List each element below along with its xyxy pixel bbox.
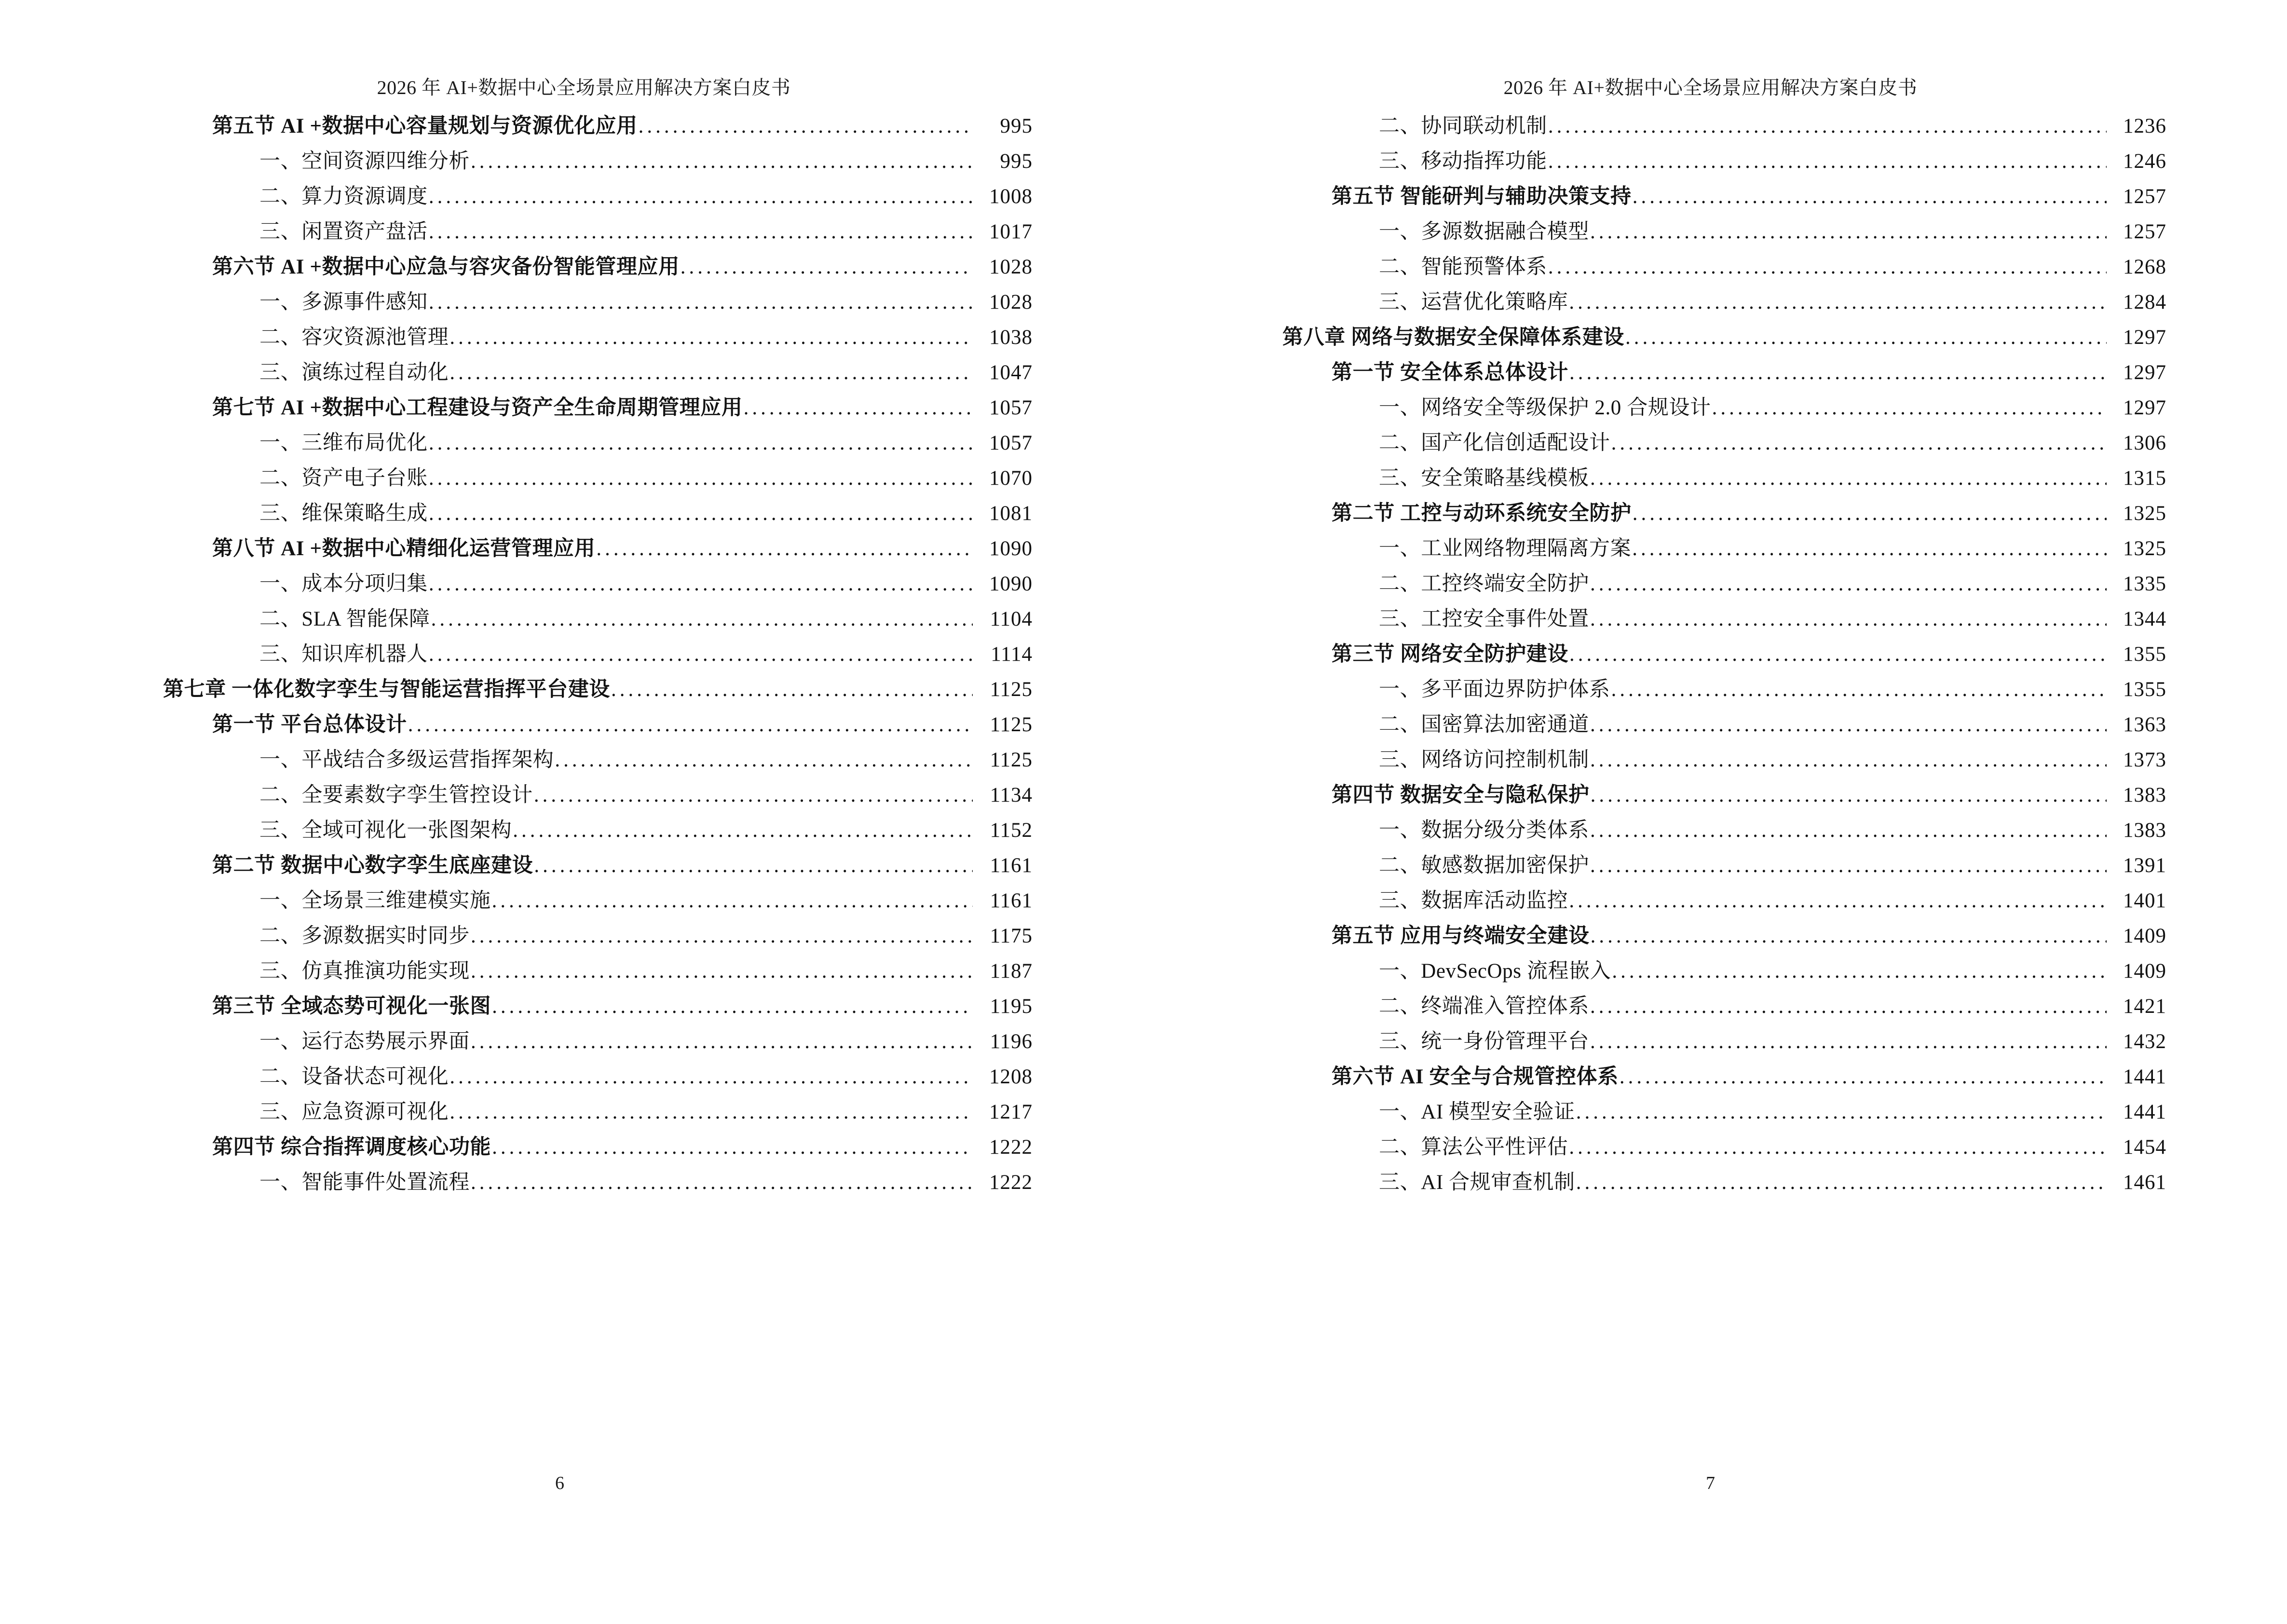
toc-entry[interactable]	[1254, 644, 2166, 665]
toc-entry[interactable]	[1254, 327, 2166, 348]
toc-entry[interactable]	[135, 538, 1033, 559]
toc-entry[interactable]	[135, 1066, 1033, 1087]
toc-entry-page-number: 1222	[989, 1171, 1033, 1194]
toc-dot-leader	[1576, 1102, 2107, 1122]
toc-entry[interactable]	[1254, 996, 2166, 1017]
toc-entry-page-number: 1325	[2123, 537, 2166, 560]
toc-entry[interactable]	[1254, 186, 2166, 207]
toc-entry-page-number: 1057	[989, 432, 1033, 454]
toc-entry-page-number: 1125	[990, 678, 1033, 701]
toc-dot-leader	[471, 1031, 973, 1052]
toc-entry[interactable]	[135, 1137, 1033, 1158]
toc-entry[interactable]	[1254, 926, 2166, 946]
toc-entry-label: 一、智能事件处置流程	[259, 1171, 470, 1194]
toc-entry[interactable]	[1254, 538, 2166, 559]
toc-entry-page-number: 1461	[2123, 1171, 2166, 1194]
toc-entry-page-number: 1008	[989, 185, 1033, 208]
toc-entry[interactable]	[135, 503, 1033, 524]
toc-entry[interactable]	[135, 292, 1033, 313]
toc-entry-page-number: 1081	[989, 502, 1033, 525]
toc-dot-leader	[429, 433, 973, 453]
toc-dot-leader	[1590, 750, 2107, 770]
toc-entry[interactable]	[1254, 362, 2166, 383]
toc-dot-leader	[611, 679, 973, 700]
toc-entry-page-number: 995	[1000, 115, 1033, 137]
toc-entry[interactable]	[135, 433, 1033, 453]
toc-entry-label: 二、敏感数据加密保护	[1379, 854, 1589, 877]
toc-entry[interactable]	[1254, 573, 2166, 594]
toc-entry-page-number: 1222	[989, 1136, 1033, 1159]
page-folio-left: 6	[555, 1473, 564, 1493]
toc-entry-page-number: 1175	[990, 925, 1033, 947]
toc-dot-leader	[431, 609, 973, 629]
toc-entry[interactable]	[135, 397, 1033, 418]
toc-entry-page-number: 1284	[2123, 291, 2166, 314]
toc-entry-page-number: 1355	[2123, 643, 2166, 666]
toc-dot-leader	[408, 714, 973, 735]
toc-entry-label: 第三节 网络安全防护建设	[1332, 643, 1568, 666]
toc-entry[interactable]	[1254, 750, 2166, 770]
toc-entry-label: 第八节 AI +数据中心精细化运营管理应用	[212, 537, 596, 560]
toc-dot-leader	[449, 362, 973, 383]
toc-entry-page-number: 1441	[2123, 1101, 2166, 1123]
toc-dot-leader	[1611, 679, 2107, 700]
toc-entry[interactable]	[135, 890, 1033, 911]
toc-entry[interactable]	[135, 186, 1033, 207]
toc-dot-leader	[1590, 820, 2107, 841]
toc-dot-leader	[681, 257, 973, 277]
toc-entry-label: 二、SLA 智能保障	[259, 608, 430, 630]
toc-entry-label: 一、网络安全等级保护 2.0 合规设计	[1379, 396, 1711, 419]
toc-dot-leader	[1633, 186, 2107, 207]
toc-dot-leader	[1590, 221, 2107, 242]
toc-dot-leader	[449, 1066, 973, 1087]
toc-entry-page-number: 1217	[989, 1101, 1033, 1123]
toc-dot-leader	[1569, 890, 2107, 911]
toc-dot-leader	[1590, 714, 2107, 735]
toc-entry-label: 三、运营优化策略库	[1379, 291, 1568, 314]
toc-entry-label: 第七节 AI +数据中心工程建设与资产全生命周期管理应用	[212, 396, 743, 419]
toc-entry-page-number: 1196	[990, 1030, 1033, 1053]
toc-entry-label: 一、工业网络物理隔离方案	[1379, 537, 1632, 560]
toc-entry-label: 三、全域可视化一张图架构	[259, 819, 512, 842]
toc-entry[interactable]	[135, 996, 1033, 1017]
toc-entry-label: 一、AI 模型安全验证	[1379, 1101, 1575, 1123]
toc-entry-page-number: 1090	[989, 573, 1033, 595]
toc-entry[interactable]	[135, 468, 1033, 489]
toc-entry-page-number: 1257	[2123, 185, 2166, 208]
toc-dot-leader	[471, 1172, 973, 1193]
toc-entry-page-number: 1161	[990, 889, 1033, 912]
toc-entry[interactable]	[1254, 116, 2166, 136]
toc-entry-page-number: 1441	[2123, 1065, 2166, 1088]
toc-entry[interactable]	[135, 1172, 1033, 1193]
page-folio-right: 7	[1706, 1473, 1715, 1493]
toc-dot-leader	[429, 468, 973, 489]
toc-entry[interactable]	[1254, 151, 2166, 172]
toc-entry[interactable]	[1254, 1172, 2166, 1193]
toc-entry[interactable]	[135, 1031, 1033, 1052]
toc-entry-label: 第五节 智能研判与辅助决策支持	[1332, 185, 1632, 208]
toc-entry-page-number: 1057	[989, 396, 1033, 419]
toc-entry-page-number: 1355	[2123, 678, 2166, 701]
toc-dot-leader	[1633, 503, 2107, 524]
toc-entry-page-number: 1315	[2123, 467, 2166, 490]
toc-dot-leader	[471, 151, 973, 172]
toc-dot-leader	[1590, 573, 2107, 594]
toc-dot-leader	[1590, 1031, 2107, 1052]
toc-dot-leader	[429, 503, 973, 524]
toc-entry-label: 三、演练过程自动化	[259, 361, 449, 384]
toc-entry[interactable]	[1254, 292, 2166, 313]
toc-entry[interactable]	[1254, 890, 2166, 911]
toc-entry[interactable]	[1254, 820, 2166, 841]
toc-entry-label: 三、安全策略基线模板	[1379, 467, 1589, 490]
toc-entry-label: 一、三维布局优化	[259, 432, 428, 454]
toc-entry-label: 一、多平面边界防护体系	[1379, 678, 1610, 701]
toc-entry-label: 二、终端准入管控体系	[1379, 995, 1589, 1018]
toc-dot-leader	[1632, 538, 2107, 559]
toc-entry-page-number: 1391	[2123, 854, 2166, 877]
toc-entry-label: 二、算力资源调度	[259, 185, 428, 208]
toc-entry-page-number: 1257	[2123, 220, 2166, 243]
toc-dot-leader	[492, 1137, 973, 1158]
toc-entry[interactable]	[135, 327, 1033, 348]
toc-entry-page-number: 1047	[989, 361, 1033, 384]
toc-entry[interactable]	[1254, 714, 2166, 735]
toc-entry[interactable]	[1254, 221, 2166, 242]
toc-entry[interactable]	[1254, 257, 2166, 277]
toc-entry[interactable]	[135, 257, 1033, 277]
toc-entry[interactable]	[135, 116, 1033, 136]
toc-entry-page-number: 1134	[990, 784, 1033, 806]
toc-entry-page-number: 1421	[2123, 995, 2166, 1018]
toc-dot-leader	[471, 926, 973, 946]
toc-entry[interactable]	[1254, 855, 2166, 876]
toc-dot-leader	[429, 221, 973, 242]
toc-entry-label: 二、多源数据实时同步	[259, 925, 470, 947]
toc-dot-leader	[534, 855, 973, 876]
toc-entry[interactable]	[1254, 503, 2166, 524]
running-head-left: 2026 年 AI+数据中心全场景应用解决方案白皮书	[377, 77, 791, 98]
toc-entry-page-number: 1306	[2123, 432, 2166, 454]
toc-entry[interactable]	[1254, 1102, 2166, 1122]
toc-dot-leader	[1569, 1137, 2107, 1158]
toc-entry[interactable]	[1254, 1137, 2166, 1158]
toc-entry[interactable]	[135, 750, 1033, 770]
toc-entry-label: 三、知识库机器人	[259, 643, 428, 666]
toc-dot-leader	[555, 750, 973, 770]
toc-entry-label: 第一节 安全体系总体设计	[1332, 361, 1568, 384]
toc-entry-page-number: 1236	[2123, 115, 2166, 137]
toc-entry[interactable]	[135, 609, 1033, 629]
toc-entry-page-number: 1335	[2123, 573, 2166, 595]
toc-dot-leader	[429, 292, 973, 313]
toc-dot-leader	[1591, 926, 2107, 946]
toc-entry-page-number: 1432	[2123, 1030, 2166, 1053]
toc-entry[interactable]	[1254, 468, 2166, 489]
toc-entry-label: 二、资产电子台账	[259, 467, 428, 490]
page-right	[1144, 0, 2287, 1624]
toc-dot-leader	[1569, 292, 2107, 313]
toc-entry[interactable]	[1254, 609, 2166, 629]
toc-entry-label: 一、成本分项归集	[259, 573, 428, 595]
toc-entry[interactable]	[135, 679, 1033, 700]
toc-entry[interactable]	[135, 362, 1033, 383]
toc-dot-leader	[639, 116, 973, 136]
toc-dot-leader	[1590, 996, 2107, 1017]
toc-entry-page-number: 1208	[989, 1065, 1033, 1088]
toc-entry[interactable]	[135, 714, 1033, 735]
toc-entry-label: 三、统一身份管理平台	[1379, 1030, 1589, 1053]
toc-entry[interactable]	[1254, 679, 2166, 700]
toc-entry-page-number: 1363	[2123, 713, 2166, 736]
toc-entry-label: 二、国密算法加密通道	[1379, 713, 1589, 736]
running-head-right: 2026 年 AI+数据中心全场景应用解决方案白皮书	[1503, 77, 1918, 98]
toc-dot-leader	[429, 573, 973, 594]
toc-entry-page-number: 1373	[2123, 749, 2166, 771]
toc-entry-page-number: 1268	[2123, 256, 2166, 278]
toc-entry[interactable]	[1254, 1066, 2166, 1087]
toc-entry[interactable]	[135, 820, 1033, 841]
toc-dot-leader	[1612, 961, 2107, 982]
toc-entry[interactable]	[135, 221, 1033, 242]
toc-dot-leader	[1569, 644, 2107, 665]
toc-dot-leader	[1590, 855, 2107, 876]
toc-dot-leader	[1590, 609, 2107, 629]
toc-entry-label: 二、设备状态可视化	[259, 1065, 449, 1088]
toc-dot-leader	[429, 644, 973, 665]
toc-dot-leader	[1548, 151, 2107, 172]
toc-entry-page-number: 1409	[2123, 925, 2166, 947]
toc-entry-page-number: 1325	[2123, 502, 2166, 525]
toc-entry-page-number: 1344	[2123, 608, 2166, 630]
toc-list-left	[135, 116, 1033, 1193]
toc-entry-page-number: 1383	[2123, 784, 2166, 806]
toc-entry-label: 二、工控终端安全防护	[1379, 573, 1589, 595]
toc-entry-label: 一、全场景三维建模实施	[259, 889, 491, 912]
toc-entry-label: 三、闲置资产盘活	[259, 220, 428, 243]
toc-entry-label: 三、数据库活动监控	[1379, 889, 1568, 912]
toc-entry-label: 一、运行态势展示界面	[259, 1030, 470, 1053]
toc-entry-page-number: 1383	[2123, 819, 2166, 842]
toc-entry-label: 二、全要素数字孪生管控设计	[259, 784, 533, 806]
toc-entry-label: 三、仿真推演功能实现	[259, 960, 470, 983]
toc-entry[interactable]	[1254, 397, 2166, 418]
toc-entry-label: 三、AI 合规审查机制	[1379, 1171, 1575, 1194]
toc-entry[interactable]	[135, 573, 1033, 594]
toc-entry-label: 三、维保策略生成	[259, 502, 428, 525]
toc-entry[interactable]	[135, 151, 1033, 172]
toc-entry[interactable]	[135, 926, 1033, 946]
toc-dot-leader	[1548, 116, 2107, 136]
toc-entry-page-number: 1028	[989, 291, 1033, 314]
toc-entry-label: 一、DevSecOps 流程嵌入	[1379, 960, 1611, 983]
toc-entry-page-number: 1409	[2123, 960, 2166, 983]
toc-dot-leader	[429, 186, 973, 207]
toc-entry-label: 第四节 数据安全与隐私保护	[1332, 784, 1590, 806]
toc-entry-page-number: 1246	[2123, 150, 2166, 173]
toc-dot-leader	[1611, 433, 2107, 453]
toc-entry-label: 二、协同联动机制	[1379, 115, 1547, 137]
toc-entry[interactable]	[1254, 433, 2166, 453]
toc-dot-leader	[744, 397, 973, 418]
toc-entry-page-number: 1028	[989, 256, 1033, 278]
toc-dot-leader	[449, 327, 973, 348]
toc-entry[interactable]	[135, 644, 1033, 665]
toc-entry-page-number: 1161	[990, 854, 1033, 877]
toc-entry-label: 第二节 工控与动环系统安全防护	[1332, 502, 1632, 525]
toc-entry[interactable]	[1254, 785, 2166, 805]
toc-dot-leader	[534, 785, 973, 805]
toc-entry-page-number: 1152	[990, 819, 1033, 842]
toc-entry-label: 一、数据分级分类体系	[1379, 819, 1589, 842]
toc-entry-label: 第五节 AI +数据中心容量规划与资源优化应用	[212, 115, 638, 137]
toc-entry-label: 第三节 全域态势可视化一张图	[212, 995, 491, 1018]
toc-entry-label: 一、多源事件感知	[259, 291, 428, 314]
toc-entry-label: 第七章 一体化数字孪生与智能运营指挥平台建设	[163, 678, 610, 701]
toc-dot-leader	[596, 538, 973, 559]
toc-entry-label: 一、空间资源四维分析	[259, 150, 470, 173]
toc-entry-page-number: 1090	[989, 537, 1033, 560]
toc-entry-label: 第八章 网络与数据安全保障体系建设	[1282, 326, 1624, 349]
toc-dot-leader	[492, 890, 973, 911]
toc-dot-leader	[1712, 397, 2107, 418]
toc-entry-label: 一、平战结合多级运营指挥架构	[259, 749, 554, 771]
toc-entry-label: 二、智能预警体系	[1379, 256, 1547, 278]
toc-entry-label: 三、移动指挥功能	[1379, 150, 1547, 173]
toc-entry-page-number: 1125	[990, 713, 1033, 736]
toc-entry-label: 第六节 AI +数据中心应急与容灾备份智能管理应用	[212, 256, 680, 278]
toc-entry-label: 第五节 应用与终端安全建设	[1332, 925, 1590, 947]
toc-entry-page-number: 1070	[989, 467, 1033, 490]
toc-dot-leader	[1548, 257, 2107, 277]
toc-entry-label: 第一节 平台总体设计	[212, 713, 407, 736]
toc-entry-page-number: 1297	[2123, 326, 2166, 349]
toc-dot-leader	[1576, 1172, 2107, 1193]
toc-entry-label: 三、应急资源可视化	[259, 1101, 449, 1123]
toc-entry-page-number: 1125	[990, 749, 1033, 771]
toc-dot-leader	[1620, 1066, 2107, 1087]
toc-dot-leader	[1569, 362, 2107, 383]
toc-entry-page-number: 1195	[990, 995, 1033, 1018]
toc-entry-page-number: 1104	[990, 608, 1033, 630]
toc-entry[interactable]	[135, 785, 1033, 805]
toc-entry[interactable]	[1254, 961, 2166, 982]
toc-entry-label: 第六节 AI 安全与合规管控体系	[1332, 1065, 1619, 1088]
toc-entry-label: 二、算法公平性评估	[1379, 1136, 1568, 1159]
toc-entry-page-number: 995	[1000, 150, 1033, 173]
toc-entry-label: 一、多源数据融合模型	[1379, 220, 1589, 243]
toc-dot-leader	[513, 820, 973, 841]
toc-entry[interactable]	[135, 1102, 1033, 1122]
toc-entry[interactable]	[135, 961, 1033, 982]
toc-entry-label: 第二节 数据中心数字孪生底座建设	[212, 854, 533, 877]
toc-entry-label: 第四节 综合指挥调度核心功能	[212, 1136, 491, 1159]
toc-dot-leader	[492, 996, 973, 1017]
toc-entry-page-number: 1401	[2123, 889, 2166, 912]
toc-entry-page-number: 1187	[990, 960, 1033, 983]
toc-entry-page-number: 1454	[2123, 1136, 2166, 1159]
toc-dot-leader	[1590, 468, 2107, 489]
toc-entry[interactable]	[1254, 1031, 2166, 1052]
toc-entry-page-number: 1017	[989, 220, 1033, 243]
toc-entry-label: 二、国产化信创适配设计	[1379, 432, 1610, 454]
toc-dot-leader	[1591, 785, 2107, 805]
toc-entry-page-number: 1114	[991, 643, 1033, 666]
toc-entry-page-number: 1038	[989, 326, 1033, 349]
toc-entry-page-number: 1297	[2123, 396, 2166, 419]
toc-entry-label: 三、网络访问控制机制	[1379, 749, 1589, 771]
toc-entry-page-number: 1297	[2123, 361, 2166, 384]
toc-list-right	[1254, 116, 2166, 1193]
toc-dot-leader	[1625, 327, 2107, 348]
toc-entry[interactable]	[135, 855, 1033, 876]
toc-dot-leader	[471, 961, 973, 982]
toc-entry-label: 三、工控安全事件处置	[1379, 608, 1589, 630]
toc-entry-label: 二、容灾资源池管理	[259, 326, 449, 349]
toc-dot-leader	[449, 1102, 973, 1122]
